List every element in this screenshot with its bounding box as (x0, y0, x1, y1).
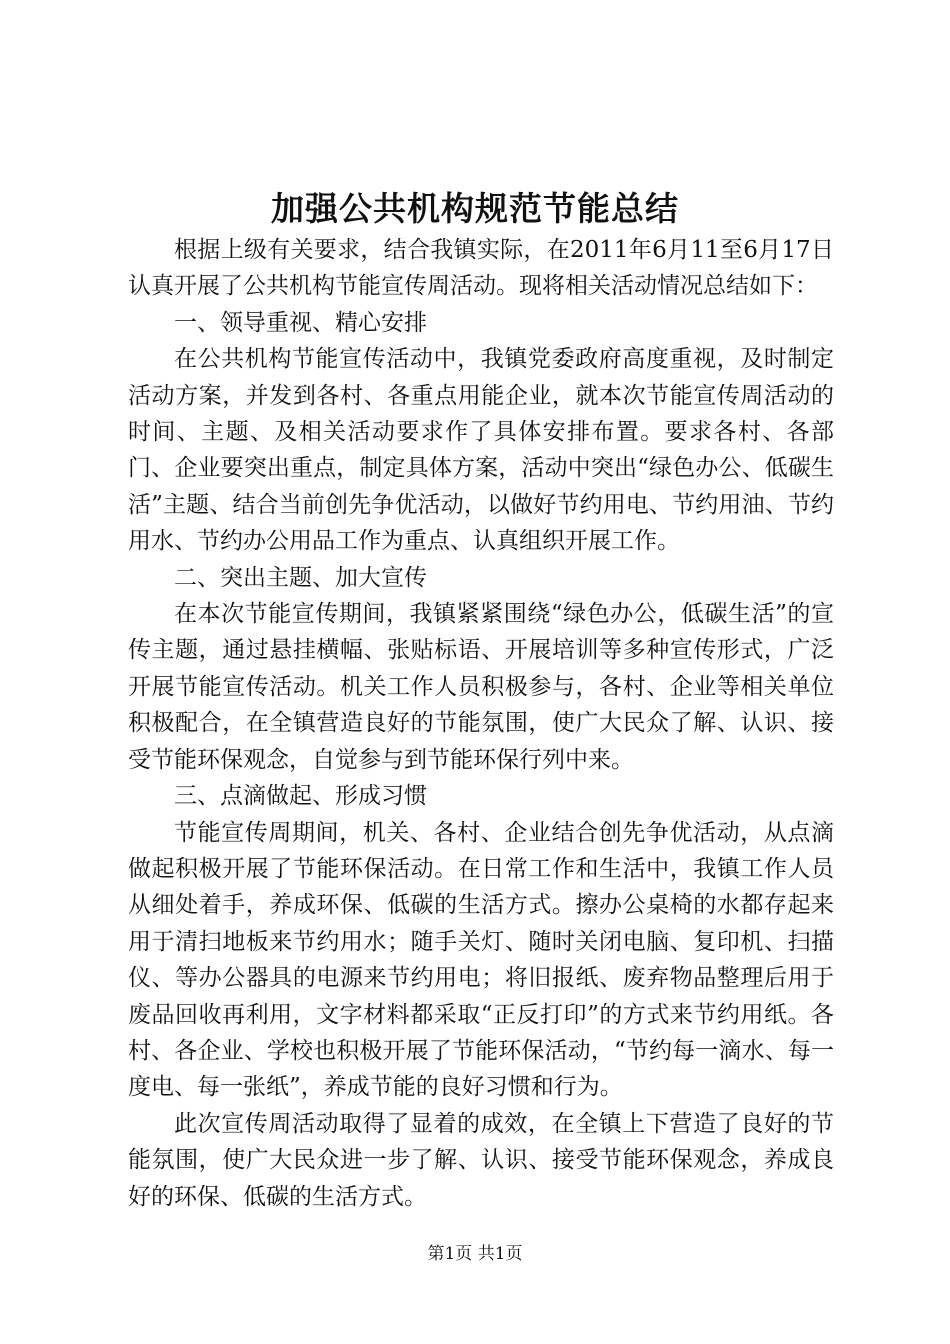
section-heading-1: 一、领导重视、精心安排 (174, 309, 427, 336)
section-paragraph-1: 在公共机构节能宣传活动中，我镇党委政府高度重视，及时制定活动方案，并发到各村、各重点用能企业，就本次节能宣传周活动的时间、主题、及相关活动要求作了具体安排布置。要求各村、各部门、企业要突出重点，制定具体方案，活动中突出“绿色办公、低碳生活”主题、结合当前创先争优活动，以做好节约用电、节约用油、节约用水、节约办公用品工作为重点、认真组织开展工作。 (128, 346, 834, 555)
section-heading-2: 二、突出主题、加大宣传 (174, 564, 427, 591)
intro-paragraph: 根据上级有关要求，结合我镇实际，在2011年6月11至6月17日认真开展了公共机构节能宣传周活动。现将相关活动情况总结如下： (128, 237, 834, 300)
section-paragraph-3: 节能宣传周期间，机关、各村、企业结合创先争优活动，从点滴做起积极开展了节能环保活动。在日常工作和生活中，我镇工作人员从细处着手，养成环保、低碳的生活方式。擦办公桌椅的水都存起来用于清扫地板来节约用水；随手关灯、随时关闭电脑、复印机、扫描仪、等办公器具的电源来节约用电；将旧报纸、废弃物品整理后用于废品回收再利用，文字材料都采取“正反打印”的方式来节约用纸。各村、各企业、学校也积极开展了节能环保活动，“节约每一滴水、每一度电、每一张纸”，养成节能的良好习惯和行为。 (128, 819, 834, 1101)
page-number-footer: 第1页 共1页 (427, 1244, 523, 1264)
section-paragraph-2: 在本次节能宣传期间，我镇紧紧围绕“绿色办公，低碳生活”的宣传主题，通过悬挂横幅、张贴标语、开展培训等多种宣传形式，广泛开展节能宣传活动。机关工作人员积极参与，各村、企业等相关单位积极配合，在全镇营造良好的节能氛围，使广大民众了解、认识、接受节能环保观念，自觉参与到节能环保行列中来。 (128, 601, 834, 773)
section-heading-3: 三、点滴做起、形成习惯 (174, 783, 427, 810)
document-body (128, 232, 834, 1215)
conclusion-paragraph: 此次宣传周活动取得了显着的成效，在全镇上下营造了良好的节能氛围，使广大民众进一步了解、认识、接受节能环保观念，养成良好的环保、低碳的生活方式。 (128, 1110, 834, 1210)
document-title: 加强公共机构规范节能总结 (271, 189, 679, 228)
